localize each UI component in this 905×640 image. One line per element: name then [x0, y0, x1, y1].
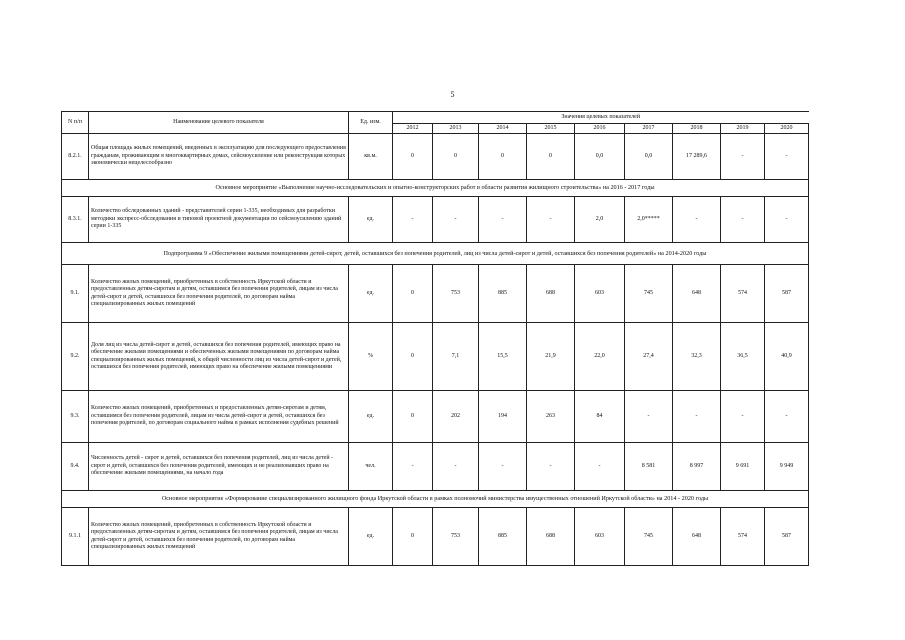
indicator-value: - [479, 197, 527, 243]
section-title: Основное мероприятие «Формирование специализированного жилищного фонда Иркутской области в рамках полномочий министерства имущественных отношений Иркутской области» на 2014 - 2020 годы [62, 491, 809, 508]
indicator-value: 17 289,6 [673, 134, 721, 180]
indicator-value: - [765, 197, 809, 243]
indicator-value: - [673, 391, 721, 443]
indicator-name: Количество жилых помещений, приобретенных в собственность Иркутской области и предоставленных детям-сиротам и детям, оставшимся без попечения родителей, лицам из числа детей-сирот и детей, оставшихся без попечения родителей, по договорам найма специализированных жилых помещений [89, 265, 349, 323]
indicator-name: Количество жилых помещений, приобретенных в собственность Иркутской области и предоставленных детям-сиротам и детям, оставшимся без попечения родителей, лицам из числа детей-сирот и детей, оставшихся без попечения родителей, по договорам найма специализированных жилых помещений [89, 508, 349, 566]
indicator-unit: ед. [349, 197, 393, 243]
indicator-value: - [673, 197, 721, 243]
indicator-value: - [721, 391, 765, 443]
indicator-value: 9 949 [765, 443, 809, 491]
indicator-value: 0 [433, 134, 479, 180]
header-year: 2012 [393, 124, 433, 134]
indicator-name: Общая площадь жилых помещений, введенных в эксплуатацию для последующего предоставления гражданам, проживающим в многоквартирных домах, сейсмоусиление или реконструкция которых экономически нецелесообразно [89, 134, 349, 180]
indicator-value: - [393, 197, 433, 243]
indicator-name: Количество жилых помещений, приобретенных и предоставленных детям-сиротам и детям, оставшимся без попечения родителей, лицам из числа детей-сирот и детей, оставшихся без попечения родителей, по договорам социального найма в рамках исполнения судебных решений [89, 391, 349, 443]
indicator-value: 0,0 [625, 134, 673, 180]
indicator-value: 0 [393, 391, 433, 443]
indicator-value: 0 [393, 323, 433, 391]
section-row [62, 180, 809, 197]
indicator-value: - [527, 443, 575, 491]
indicator-value: 574 [721, 508, 765, 566]
indicator-value: 0 [393, 508, 433, 566]
page-number: 5 [450, 90, 455, 99]
table-row [62, 265, 809, 323]
indicator-value: 745 [625, 265, 673, 323]
indicator-value: 648 [673, 508, 721, 566]
indicator-value: 0,0 [575, 134, 625, 180]
indicator-value: - [393, 443, 433, 491]
indicator-unit: ед. [349, 508, 393, 566]
row-number: 9.3. [62, 391, 89, 443]
indicator-value: 603 [575, 265, 625, 323]
indicator-value: 194 [479, 391, 527, 443]
indicator-value: 587 [765, 265, 809, 323]
table-row [62, 197, 809, 243]
indicator-unit: % [349, 323, 393, 391]
header-year: 2017 [625, 124, 673, 134]
indicator-value: 0 [393, 134, 433, 180]
indicator-value: 885 [479, 508, 527, 566]
indicator-value: 22,0 [575, 323, 625, 391]
indicator-value: 40,9 [765, 323, 809, 391]
header-num: N п/п [62, 112, 89, 134]
section-title: Подпрограмма 9 «Обеспечение жилыми помещениями детей-сирот, детей, оставшихся без попечения родителей, лиц из числа детей-сирот и детей, оставшихся без попечения родителей» на 2014-2020 годы [62, 243, 809, 265]
indicator-name: Доля лиц из числа детей-сирот и детей, оставшихся без попечения родителей, имеющих право на обеспечение жилыми помещениями и обеспеченных жилыми помещениями по договорам найма специализированных жилых помещений, к общей численности лиц из числа детей-сирот и детей, оставшихся без попечения родителей, имеющих право на обеспечение жилыми помещениями [89, 323, 349, 391]
row-number: 9.4. [62, 443, 89, 491]
indicator-value: 32,3 [673, 323, 721, 391]
indicator-unit: ед. [349, 265, 393, 323]
header-year: 2016 [575, 124, 625, 134]
indicator-value: 84 [575, 391, 625, 443]
indicator-value: 7,1 [433, 323, 479, 391]
indicator-unit: ед. [349, 391, 393, 443]
indicator-value: - [721, 134, 765, 180]
header-year: 2019 [721, 124, 765, 134]
section-title: Основное мероприятие «Выполнение научно-исследовательских и опытно-конструкторских работ в области развития жилищного строительства» на 2016 - 2017 годы [62, 180, 809, 197]
indicator-unit: чел. [349, 443, 393, 491]
row-number: 9.1. [62, 265, 89, 323]
indicator-value: - [625, 391, 673, 443]
indicator-value: - [721, 197, 765, 243]
indicator-value: 2,0 [575, 197, 625, 243]
indicator-value: 263 [527, 391, 575, 443]
indicator-value: 9 691 [721, 443, 765, 491]
indicator-value: - [433, 197, 479, 243]
header-year: 2014 [479, 124, 527, 134]
indicator-value: 27,4 [625, 323, 673, 391]
indicator-name: Количество обследованных зданий - представителей серии 1-335, необходимых для разработки методики экспресс-обследования и типовой проектной документации по сейсмоусилению зданий серии 1-335 [89, 197, 349, 243]
indicator-value: 0 [393, 265, 433, 323]
table-row [62, 508, 809, 566]
section-row [62, 491, 809, 508]
indicator-value: 0 [527, 134, 575, 180]
indicator-value: - [575, 443, 625, 491]
indicator-value: 688 [527, 265, 575, 323]
indicator-name: Численность детей - сирот и детей, оставшихся без попечения родителей, лиц из числа детей - сирот и детей, оставшихся без попечения родителей, имеющих и не реализовавших право на обеспечение жилыми помещениями, на начало года [89, 443, 349, 491]
indicator-value: 0 [479, 134, 527, 180]
row-number: 9.1.1 [62, 508, 89, 566]
table-row [62, 443, 809, 491]
row-number: 9.2. [62, 323, 89, 391]
indicator-value: 648 [673, 265, 721, 323]
indicator-value: 603 [575, 508, 625, 566]
header-year: 2013 [433, 124, 479, 134]
indicator-unit: кв.м. [349, 134, 393, 180]
header-unit: Ед. изм. [349, 112, 393, 134]
indicator-value: - [765, 134, 809, 180]
header-name: Наименование целевого показателя [89, 112, 349, 134]
row-number: 8.2.1. [62, 134, 89, 180]
target-indicators-table [61, 111, 809, 566]
indicator-value: - [765, 391, 809, 443]
indicator-value: 745 [625, 508, 673, 566]
section-row [62, 243, 809, 265]
indicator-value: 15,5 [479, 323, 527, 391]
indicator-value: 574 [721, 265, 765, 323]
indicator-value: - [433, 443, 479, 491]
indicator-value: 36,5 [721, 323, 765, 391]
indicator-value: 753 [433, 508, 479, 566]
indicator-value: - [479, 443, 527, 491]
header-values-title: Значения целевых показателей [393, 112, 809, 124]
table-row [62, 323, 809, 391]
header-year: 2020 [765, 124, 809, 134]
indicator-value: 587 [765, 508, 809, 566]
indicator-value: 202 [433, 391, 479, 443]
row-number: 8.3.1. [62, 197, 89, 243]
indicator-value: 885 [479, 265, 527, 323]
header-year: 2018 [673, 124, 721, 134]
indicator-value: 8 997 [673, 443, 721, 491]
table-row [62, 391, 809, 443]
table-row [62, 134, 809, 180]
indicator-value: 688 [527, 508, 575, 566]
indicator-value: 2,0***** [625, 197, 673, 243]
indicator-value: - [527, 197, 575, 243]
indicator-value: 8 581 [625, 443, 673, 491]
indicator-value: 753 [433, 265, 479, 323]
header-year: 2015 [527, 124, 575, 134]
indicator-value: 21,9 [527, 323, 575, 391]
